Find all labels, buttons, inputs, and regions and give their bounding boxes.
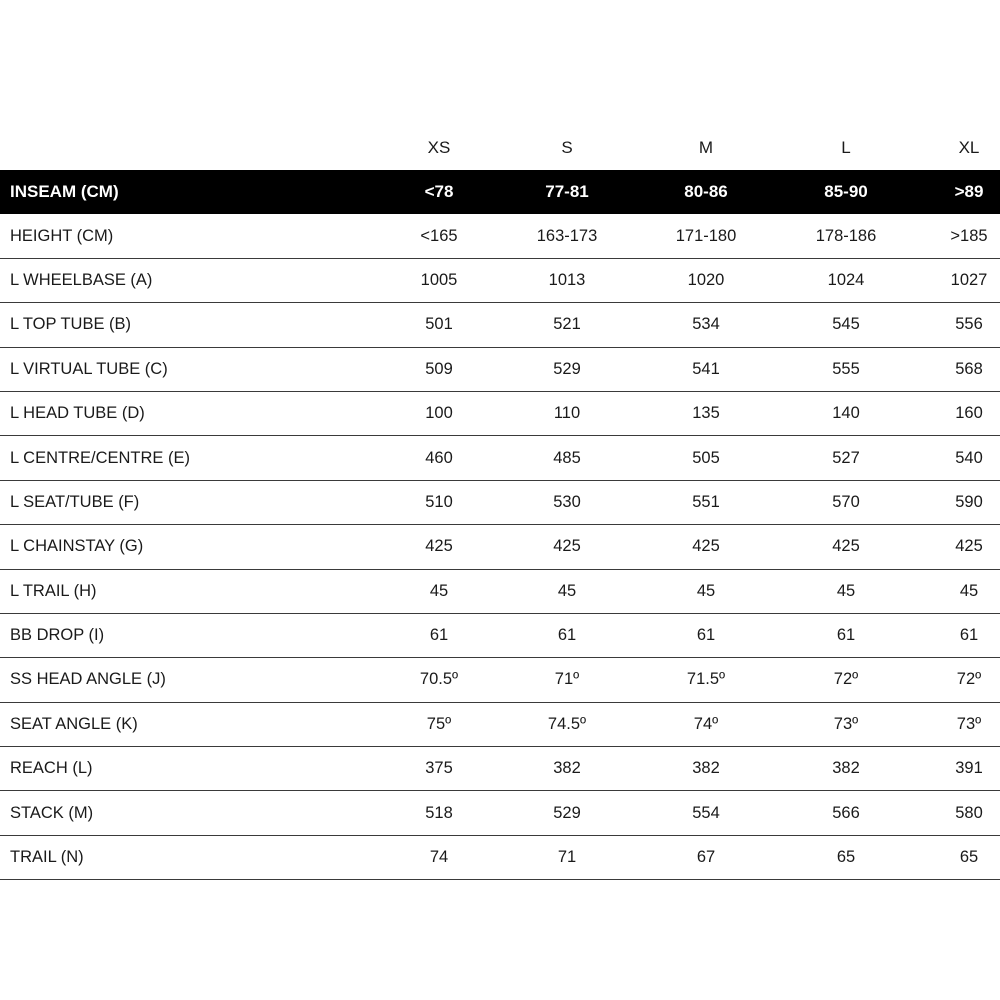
row-value-s: 110 — [553, 404, 581, 423]
row-value-l: 45 — [836, 581, 856, 600]
row-value-l: 555 — [832, 359, 860, 378]
size-header-xl: XL — [958, 138, 980, 157]
row-value-xs: 70.5º — [419, 670, 459, 689]
row-value-xs: 375 — [425, 759, 453, 778]
row-value-m: 71.5º — [686, 670, 726, 689]
row-value-xs: 74 — [429, 848, 449, 867]
size-header-s: S — [561, 138, 573, 157]
row-value-xl: 45 — [959, 581, 979, 600]
table-row — [0, 525, 1000, 569]
row-label: HEIGHT (CM) — [10, 226, 114, 245]
table-row — [0, 570, 1000, 614]
row-value-m: 425 — [692, 537, 720, 556]
row-value-l: 382 — [832, 759, 860, 778]
row-value-xs: 509 — [425, 359, 453, 378]
row-value-xl: 568 — [955, 359, 983, 378]
table-row — [0, 703, 1000, 747]
row-value-xs: 518 — [425, 803, 453, 822]
row-label: INSEAM (CM) — [10, 181, 119, 201]
row-value-xl: 160 — [955, 404, 983, 423]
row-value-s: 71º — [554, 670, 580, 689]
row-value-l: 140 — [832, 404, 860, 423]
row-value-s: 521 — [553, 315, 581, 334]
row-value-l: 178-186 — [815, 226, 877, 245]
row-label: L WHEELBASE (A) — [10, 270, 153, 289]
row-value-l: 570 — [832, 492, 860, 511]
size-header-xs: XS — [427, 138, 451, 157]
row-value-s: 530 — [553, 492, 581, 511]
row-label: L HEAD TUBE (D) — [10, 404, 145, 423]
row-value-s: 74.5º — [547, 714, 587, 733]
row-value-m: 534 — [692, 315, 720, 334]
row-value-s: 485 — [553, 448, 581, 467]
row-value-m: 171-180 — [675, 226, 737, 245]
row-label: REACH (L) — [10, 759, 93, 778]
table-body — [0, 170, 1000, 880]
row-value-s: 61 — [557, 626, 577, 645]
size-header-row — [0, 126, 1000, 170]
row-value-l: 425 — [832, 537, 860, 556]
table-row — [0, 214, 1000, 258]
row-value-l: 65 — [836, 848, 856, 867]
row-value-xl: 425 — [955, 537, 983, 556]
row-value-m: 382 — [692, 759, 720, 778]
row-value-l: 566 — [832, 803, 860, 822]
size-header-l: L — [841, 138, 851, 157]
row-value-m: 554 — [692, 803, 720, 822]
row-label: TRAIL (N) — [10, 848, 84, 867]
row-value-s: 425 — [553, 537, 581, 556]
geometry-table — [0, 126, 1000, 880]
row-label: L SEAT/TUBE (F) — [10, 492, 140, 511]
row-label: L TRAIL (H) — [10, 581, 97, 600]
row-value-m: 541 — [692, 359, 720, 378]
table-row — [0, 791, 1000, 835]
row-label: SEAT ANGLE (K) — [10, 714, 138, 733]
row-value-m: 551 — [692, 492, 720, 511]
row-value-s: 163-173 — [536, 226, 598, 245]
row-value-xl: 540 — [955, 448, 983, 467]
row-value-m: 1020 — [687, 270, 725, 289]
row-value-xl: 1027 — [950, 270, 988, 289]
row-value-s: 382 — [553, 759, 581, 778]
row-value-m: 61 — [696, 626, 716, 645]
row-value-xs: 501 — [425, 315, 453, 334]
row-value-l: 61 — [836, 626, 856, 645]
row-value-xl: 61 — [959, 626, 979, 645]
row-label: L CHAINSTAY (G) — [10, 537, 144, 556]
row-value-m: 67 — [696, 848, 716, 867]
row-value-xl: 73º — [956, 714, 982, 733]
row-value-s: 529 — [553, 803, 581, 822]
row-value-xl: 391 — [955, 759, 983, 778]
row-value-m: 45 — [696, 581, 716, 600]
table-row — [0, 392, 1000, 436]
row-value-m: 505 — [692, 448, 720, 467]
table-row — [0, 436, 1000, 480]
row-value-l: 545 — [832, 315, 860, 334]
row-label: BB DROP (I) — [10, 626, 105, 645]
row-label: L CENTRE/CENTRE (E) — [10, 448, 190, 467]
table-row — [0, 614, 1000, 658]
row-value-xl: 72º — [956, 670, 982, 689]
row-value-xl: >89 — [954, 181, 984, 201]
row-value-s: 529 — [553, 359, 581, 378]
table-row — [0, 303, 1000, 347]
size-header-m: M — [698, 138, 714, 157]
row-value-s: 77-81 — [545, 181, 589, 201]
row-value-l: 85-90 — [824, 181, 868, 201]
table-row — [0, 747, 1000, 791]
row-value-l: 527 — [832, 448, 860, 467]
row-label: L VIRTUAL TUBE (C) — [10, 359, 168, 378]
row-label: STACK (M) — [10, 803, 94, 822]
row-value-m: 80-86 — [684, 181, 728, 201]
row-value-xl: 556 — [955, 315, 983, 334]
row-label: SS HEAD ANGLE (J) — [10, 670, 166, 689]
table-row — [0, 259, 1000, 303]
row-label: L TOP TUBE (B) — [10, 315, 132, 334]
table-row — [0, 658, 1000, 702]
row-value-xs: 425 — [425, 537, 453, 556]
row-value-xl: >185 — [950, 226, 988, 245]
row-value-xl: 580 — [955, 803, 983, 822]
row-value-xs: <165 — [420, 226, 458, 245]
row-value-xs: <78 — [424, 181, 454, 201]
table-row — [0, 348, 1000, 392]
row-value-xs: 460 — [425, 448, 453, 467]
table-row — [0, 481, 1000, 525]
row-value-s: 1013 — [548, 270, 586, 289]
row-value-xl: 65 — [959, 848, 979, 867]
row-value-xs: 75º — [426, 714, 452, 733]
row-value-l: 72º — [833, 670, 859, 689]
row-value-xs: 1005 — [420, 270, 458, 289]
row-value-m: 135 — [692, 404, 720, 423]
table-row — [0, 836, 1000, 880]
row-value-s: 71 — [557, 848, 577, 867]
row-value-xs: 510 — [425, 492, 453, 511]
row-value-xs: 45 — [429, 581, 449, 600]
table-row — [0, 170, 1000, 214]
row-value-l: 1024 — [827, 270, 865, 289]
row-value-xs: 100 — [425, 404, 453, 423]
row-value-m: 74º — [693, 714, 719, 733]
row-value-xl: 590 — [955, 492, 983, 511]
row-value-xs: 61 — [429, 626, 449, 645]
row-value-s: 45 — [557, 581, 577, 600]
row-value-l: 73º — [833, 714, 859, 733]
